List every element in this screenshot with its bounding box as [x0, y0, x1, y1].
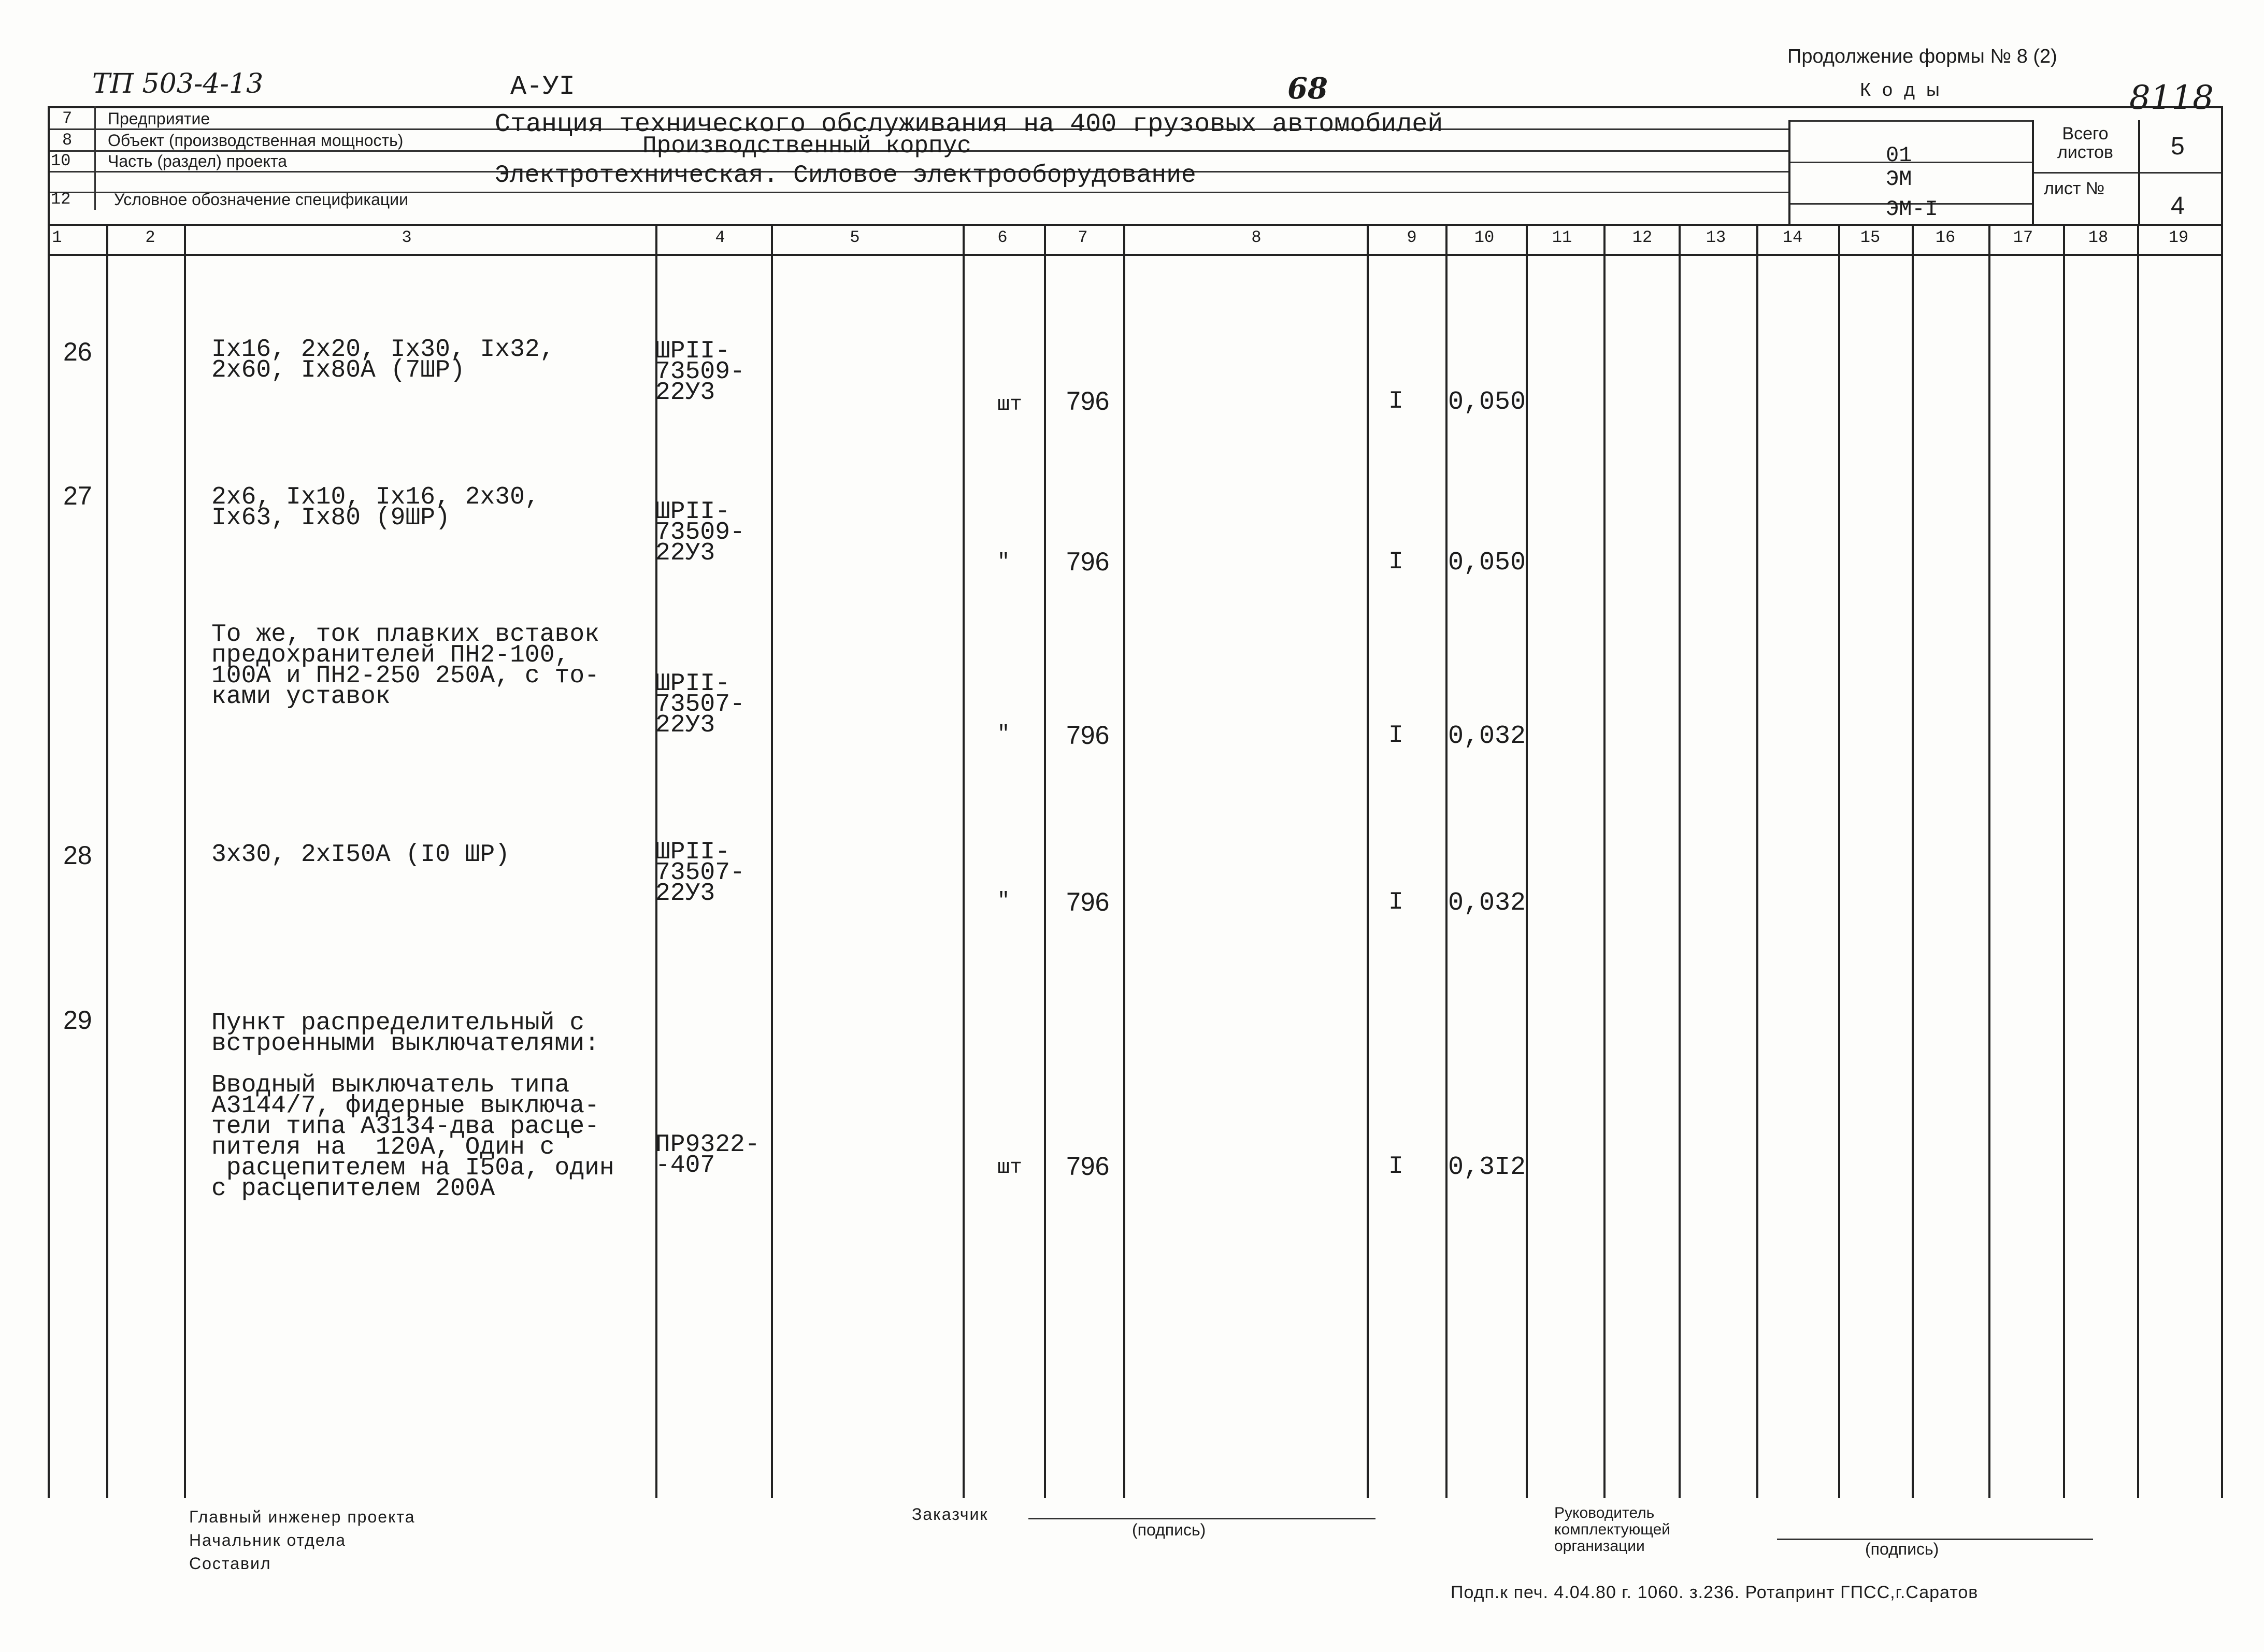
row-okei: 796	[1066, 887, 1110, 916]
header-row-num: 8	[62, 131, 73, 150]
row-position: 26	[63, 337, 92, 366]
row-code: ШРII- 73507- 22У3	[655, 838, 745, 908]
row-unit: шт	[997, 1156, 1023, 1180]
row-unit: "	[997, 889, 1010, 913]
row-name: 2х6, Iх10, Iх16, 2х30, Iх63, Iх80 (9ШР)	[211, 483, 540, 532]
total-sheets-value: 5	[2171, 133, 2185, 160]
codes-label: К о д ы	[1860, 79, 1943, 100]
form-continuation: Продолжение формы № 8 (2)	[1787, 46, 2057, 67]
spec-code: ЭМ-I	[1886, 197, 1938, 222]
column-number: 5	[850, 228, 860, 247]
row-mass: 0,050	[1448, 548, 1526, 578]
row-unit: "	[997, 723, 1010, 746]
part-code: ЭМ	[1886, 167, 1912, 192]
column-number: 9	[1407, 228, 1417, 247]
column-number: 18	[2088, 228, 2109, 247]
row-qty: I	[1388, 1153, 1403, 1181]
row-okei: 796	[1066, 721, 1110, 750]
column-number: 1	[52, 228, 62, 247]
row-code: ШРII- 73507- 22У3	[655, 670, 745, 739]
sheet-label: лист №	[2044, 179, 2105, 198]
row-unit: "	[997, 551, 1010, 574]
album-label: А-УI	[510, 71, 575, 102]
row-okei: 796	[1066, 1152, 1110, 1181]
row-mass: 0,050	[1448, 387, 1526, 417]
column-number: 16	[1935, 228, 1956, 247]
row-code: ШРII- 73509- 22У3	[655, 337, 745, 407]
object-code: 01	[1886, 143, 1912, 168]
column-number: 11	[1552, 228, 1572, 247]
row-okei: 796	[1066, 386, 1110, 415]
doc-code: ТП 503-4-13	[92, 68, 264, 99]
column-number: 14	[1782, 228, 1803, 247]
column-number: 10	[1474, 228, 1495, 247]
column-number: 6	[997, 228, 1008, 247]
row-position: 29	[63, 1005, 92, 1035]
header-row-label: Предприятие	[108, 109, 210, 128]
part-value: Электротехническая. Силовое электрооборудование	[495, 162, 1196, 190]
row-okei: 796	[1066, 547, 1110, 576]
row-qty: I	[1388, 722, 1403, 750]
column-number: 2	[145, 228, 155, 247]
object-value: Производственный корпус	[642, 133, 971, 160]
composed-label: Составил	[189, 1554, 271, 1573]
column-number: 4	[715, 228, 725, 247]
dept-head-label: Начальник отдела	[189, 1531, 347, 1549]
supplier-head-label: Руководитель комплектующей организации	[1554, 1504, 1671, 1555]
row-name: 3х30, 2хI50А (I0 ШР)	[211, 841, 510, 869]
row-qty: I	[1388, 387, 1403, 415]
column-number: 7	[1078, 228, 1088, 247]
column-number: 15	[1860, 228, 1881, 247]
row-mass: 0,032	[1448, 888, 1526, 918]
row-code: ПР9322- -407	[655, 1131, 760, 1180]
sheet-value: 4	[2171, 192, 2185, 220]
header-row-label: Часть (раздел) проекта	[108, 152, 287, 170]
column-number: 13	[1706, 228, 1726, 247]
header-row-num: 10	[51, 151, 71, 170]
header-row-num: 7	[62, 109, 73, 128]
row-qty: I	[1388, 548, 1403, 576]
column-number: 8	[1251, 228, 1262, 247]
row-code: ШРII- 73509- 22У3	[655, 498, 745, 567]
column-number: 3	[402, 228, 412, 247]
page-number: 68	[1287, 71, 1328, 106]
column-number: 19	[2168, 228, 2189, 247]
stamp-number: 8118	[2129, 79, 2214, 117]
header-row-label: Условное обозначение спецификации	[114, 190, 408, 209]
column-number: 17	[2013, 228, 2033, 247]
row-mass: 0,3I2	[1448, 1153, 1526, 1182]
row-unit: шт	[997, 393, 1023, 416]
column-number: 12	[1632, 228, 1653, 247]
customer-signature-caption: (подпись)	[1132, 1520, 1206, 1539]
row-position: 28	[63, 841, 92, 870]
header-row-label: Объект (производственная мощность)	[108, 131, 404, 150]
header-row-num: 12	[51, 190, 71, 209]
row-qty: I	[1388, 888, 1403, 916]
enterprise-value: Станция технического обслуживания на 400 грузовых автомобилей	[495, 110, 1443, 139]
supplier-signature-caption: (подпись)	[1865, 1540, 1939, 1558]
customer-label: Заказчик	[912, 1505, 988, 1524]
row-position: 27	[63, 481, 92, 510]
row-name: Iх16, 2х20, Iх30, Iх32, 2х60, Iх80А (7ШР)	[211, 336, 555, 384]
row-name: Пункт распределительный с встроенными выключателями: Вводный выключатель типа А3144/7, фидерные выключа- тели типа А3134-два расце- пителя на 120А, Один с расцепителем на I50а, один с расцепителем 200А	[211, 1009, 614, 1203]
total-sheets-label: Всего листов	[2057, 124, 2113, 162]
row-mass: 0,032	[1448, 722, 1526, 751]
row-name: То же, ток плавких вставок предохранителей ПН2-100, 100А и ПН2-250 250А, с то- ками уставок	[211, 621, 599, 711]
chief-engineer-label: Главный инженер проекта	[189, 1507, 415, 1526]
print-info: Подп.к печ. 4.04.80 г. 1060. з.236. Ротапринт ГПСС,г.Саратов	[1451, 1583, 1979, 1602]
